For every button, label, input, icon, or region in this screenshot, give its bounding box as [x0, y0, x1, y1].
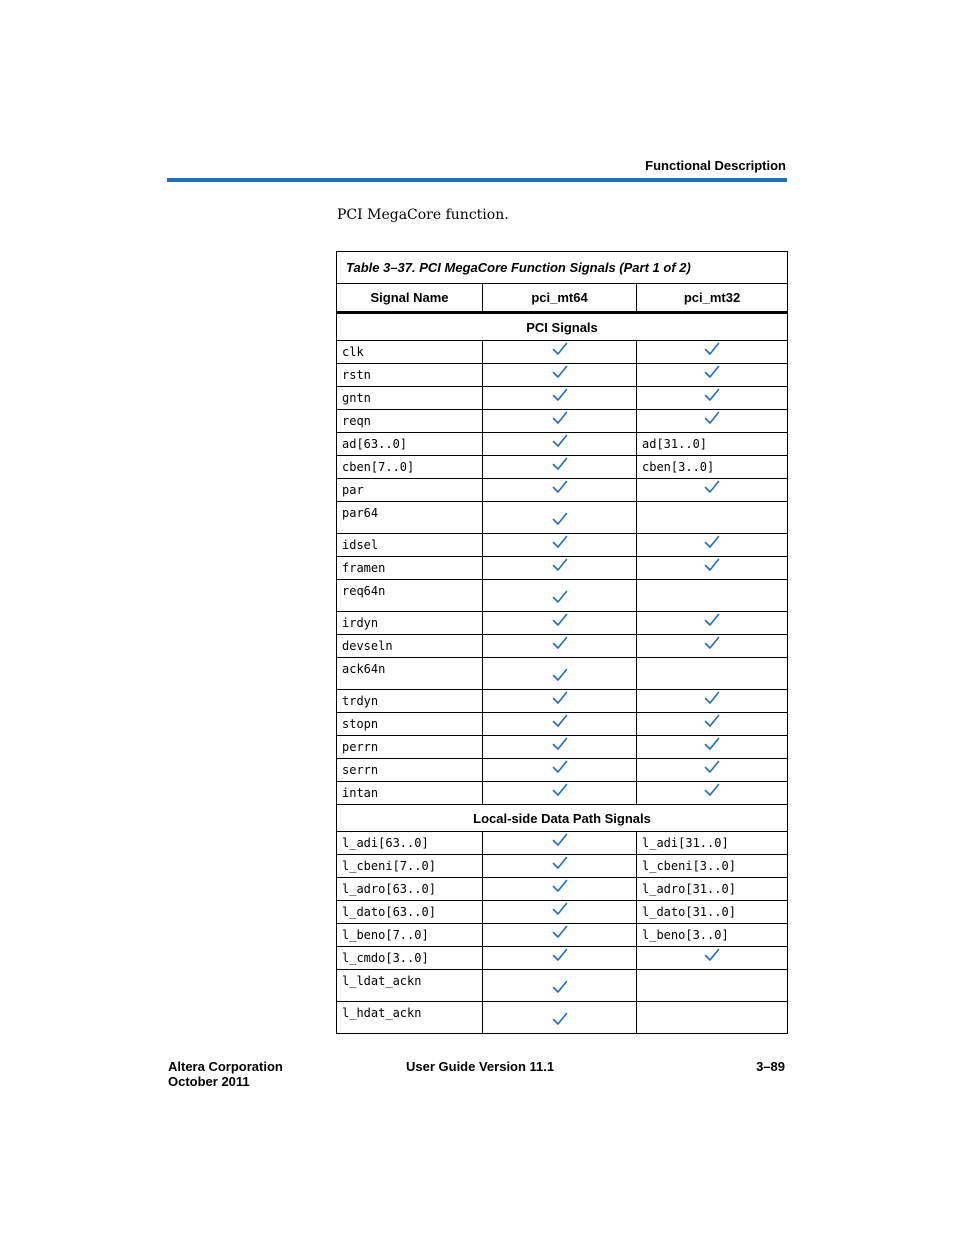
signal-name-cell: framen	[337, 557, 483, 580]
pci-mt64-check-cell	[483, 924, 637, 947]
pci-mt64-check-cell	[483, 479, 637, 502]
checkmark-icon	[552, 980, 568, 994]
pci-mt64-check-cell	[483, 612, 637, 635]
table-row	[337, 658, 788, 690]
running-header-title: Functional Description	[645, 158, 786, 173]
footer-company: Altera Corporation	[168, 1059, 283, 1074]
section-header-row	[337, 805, 788, 832]
checkmark-icon	[552, 714, 568, 728]
table-row	[337, 832, 788, 855]
column-header-pci-mt64: pci_mt64	[483, 284, 637, 313]
table-row	[337, 364, 788, 387]
checkmark-icon	[552, 691, 568, 705]
signal-name-cell: par64	[337, 502, 483, 534]
signal-name-cell: l_beno[7..0]	[337, 924, 483, 947]
signal-name-cell: cben[7..0]	[337, 456, 483, 479]
checkmark-icon	[552, 925, 568, 939]
table-row	[337, 502, 788, 534]
signal-name-cell: clk	[337, 341, 483, 364]
pci-mt64-check-cell	[483, 901, 637, 924]
table-row	[337, 410, 788, 433]
checkmark-icon	[552, 636, 568, 650]
table-caption-row	[337, 252, 788, 284]
pci-mt32-check-cell	[637, 364, 788, 387]
checkmark-icon	[704, 411, 720, 425]
checkmark-icon	[704, 558, 720, 572]
table-row	[337, 782, 788, 805]
signal-name-cell: perrn	[337, 736, 483, 759]
signal-name-cell: serrn	[337, 759, 483, 782]
pci-mt64-check-cell	[483, 970, 637, 1002]
signal-name-cell: l_cbeni[7..0]	[337, 855, 483, 878]
pci-mt32-value-cell: l_adro[31..0]	[637, 878, 788, 901]
pci-mt32-check-cell	[637, 713, 788, 736]
table-row	[337, 713, 788, 736]
pci-mt64-check-cell	[483, 502, 637, 534]
signal-name-cell: trdyn	[337, 690, 483, 713]
table-row	[337, 341, 788, 364]
signal-name-cell: irdyn	[337, 612, 483, 635]
signal-name-cell: ad[63..0]	[337, 433, 483, 456]
pci-mt64-check-cell	[483, 364, 637, 387]
checkmark-icon	[552, 783, 568, 797]
pci-mt64-check-cell	[483, 341, 637, 364]
section-header-row	[337, 313, 788, 341]
pci-mt32-check-cell	[637, 782, 788, 805]
footer-page-number: 3–89	[756, 1059, 785, 1074]
table-row	[337, 947, 788, 970]
table-row	[337, 855, 788, 878]
pci-mt32-check-cell	[637, 690, 788, 713]
checkmark-icon	[552, 856, 568, 870]
pci-mt32-value-cell	[637, 580, 788, 612]
signal-name-cell: rstn	[337, 364, 483, 387]
table-row	[337, 456, 788, 479]
pci-mt64-check-cell	[483, 713, 637, 736]
checkmark-icon	[552, 434, 568, 448]
checkmark-icon	[552, 737, 568, 751]
table-row	[337, 970, 788, 1002]
checkmark-icon	[704, 480, 720, 494]
signal-name-cell: idsel	[337, 534, 483, 557]
checkmark-icon	[552, 833, 568, 847]
signal-name-cell: devseln	[337, 635, 483, 658]
intro-text: PCI MegaCore function.	[337, 207, 509, 223]
checkmark-icon	[552, 365, 568, 379]
checkmark-icon	[552, 948, 568, 962]
checkmark-icon	[552, 760, 568, 774]
pci-mt32-check-cell	[637, 557, 788, 580]
pci-mt64-check-cell	[483, 736, 637, 759]
table-header-row	[337, 284, 788, 313]
checkmark-icon	[552, 388, 568, 402]
table-row	[337, 433, 788, 456]
table-row	[337, 1002, 788, 1034]
pci-mt32-check-cell	[637, 479, 788, 502]
pci-mt32-check-cell	[637, 387, 788, 410]
table-row	[337, 580, 788, 612]
pci-mt32-value-cell	[637, 970, 788, 1002]
checkmark-icon	[552, 512, 568, 526]
checkmark-icon	[704, 691, 720, 705]
pci-mt32-value-cell: cben[3..0]	[637, 456, 788, 479]
checkmark-icon	[704, 760, 720, 774]
pci-mt64-check-cell	[483, 878, 637, 901]
table-row	[337, 878, 788, 901]
signal-name-cell: l_ldat_ackn	[337, 970, 483, 1002]
pci-mt64-check-cell	[483, 557, 637, 580]
checkmark-icon	[552, 1012, 568, 1026]
checkmark-icon	[704, 342, 720, 356]
pci-mt32-check-cell	[637, 736, 788, 759]
pci-mt32-value-cell: l_cbeni[3..0]	[637, 855, 788, 878]
footer-guide-version: User Guide Version 11.1	[406, 1059, 555, 1074]
checkmark-icon	[704, 714, 720, 728]
signal-name-cell: l_cmdo[3..0]	[337, 947, 483, 970]
pci-mt64-check-cell	[483, 759, 637, 782]
checkmark-icon	[552, 879, 568, 893]
section-title: Local-side Data Path Signals	[337, 805, 788, 832]
pci-mt32-check-cell	[637, 759, 788, 782]
pci-mt64-check-cell	[483, 635, 637, 658]
pci-mt32-check-cell	[637, 612, 788, 635]
checkmark-icon	[704, 365, 720, 379]
signal-name-cell: intan	[337, 782, 483, 805]
signal-name-cell: l_adi[63..0]	[337, 832, 483, 855]
checkmark-icon	[552, 411, 568, 425]
table-row	[337, 612, 788, 635]
checkmark-icon	[552, 480, 568, 494]
checkmark-icon	[704, 948, 720, 962]
header-rule	[167, 178, 787, 182]
checkmark-icon	[704, 636, 720, 650]
pci-mt32-value-cell: l_dato[31..0]	[637, 901, 788, 924]
signals-table	[336, 251, 788, 1034]
pci-mt64-check-cell	[483, 433, 637, 456]
table-row	[337, 901, 788, 924]
signal-name-cell: req64n	[337, 580, 483, 612]
checkmark-icon	[704, 613, 720, 627]
pci-mt64-check-cell	[483, 855, 637, 878]
table-row	[337, 690, 788, 713]
pci-mt64-check-cell	[483, 832, 637, 855]
pci-mt32-check-cell	[637, 410, 788, 433]
checkmark-icon	[552, 457, 568, 471]
checkmark-icon	[552, 613, 568, 627]
signal-name-cell: gntn	[337, 387, 483, 410]
checkmark-icon	[704, 535, 720, 549]
pci-mt64-check-cell	[483, 456, 637, 479]
pci-mt32-check-cell	[637, 947, 788, 970]
column-header-signal-name: Signal Name	[337, 284, 483, 313]
signal-name-cell: reqn	[337, 410, 483, 433]
checkmark-icon	[552, 535, 568, 549]
signal-name-cell: l_hdat_ackn	[337, 1002, 483, 1034]
checkmark-icon	[552, 558, 568, 572]
pci-mt32-check-cell	[637, 635, 788, 658]
table-row	[337, 635, 788, 658]
table-row	[337, 479, 788, 502]
table-row	[337, 534, 788, 557]
pci-mt32-value-cell	[637, 658, 788, 690]
checkmark-icon	[704, 737, 720, 751]
column-header-pci-mt32: pci_mt32	[637, 284, 788, 313]
checkmark-icon	[552, 342, 568, 356]
pci-mt64-check-cell	[483, 387, 637, 410]
checkmark-icon	[704, 388, 720, 402]
pci-mt64-check-cell	[483, 658, 637, 690]
signal-name-cell: stopn	[337, 713, 483, 736]
signal-name-cell: ack64n	[337, 658, 483, 690]
pci-mt32-value-cell	[637, 1002, 788, 1034]
pci-mt64-check-cell	[483, 534, 637, 557]
table-row	[337, 924, 788, 947]
footer-left	[168, 1059, 283, 1089]
table-row	[337, 759, 788, 782]
checkmark-icon	[552, 590, 568, 604]
pci-mt64-check-cell	[483, 782, 637, 805]
pci-mt32-check-cell	[637, 341, 788, 364]
pci-mt64-check-cell	[483, 690, 637, 713]
footer-date: October 2011	[168, 1074, 250, 1089]
pci-mt64-check-cell	[483, 580, 637, 612]
pci-mt64-check-cell	[483, 410, 637, 433]
pci-mt32-value-cell: l_adi[31..0]	[637, 832, 788, 855]
pci-mt32-value-cell: ad[31..0]	[637, 433, 788, 456]
checkmark-icon	[552, 902, 568, 916]
table-row	[337, 557, 788, 580]
table-caption: Table 3–37. PCI MegaCore Function Signals (Part 1 of 2)	[337, 252, 788, 284]
signals-table-container	[336, 251, 787, 1034]
table-row	[337, 736, 788, 759]
checkmark-icon	[552, 668, 568, 682]
pci-mt32-check-cell	[637, 534, 788, 557]
signal-name-cell: l_adro[63..0]	[337, 878, 483, 901]
checkmark-icon	[704, 783, 720, 797]
pci-mt32-value-cell	[637, 502, 788, 534]
table-row	[337, 387, 788, 410]
pci-mt32-value-cell: l_beno[3..0]	[637, 924, 788, 947]
signal-name-cell: l_dato[63..0]	[337, 901, 483, 924]
section-title: PCI Signals	[337, 313, 788, 341]
pci-mt64-check-cell	[483, 1002, 637, 1034]
pci-mt64-check-cell	[483, 947, 637, 970]
signal-name-cell: par	[337, 479, 483, 502]
